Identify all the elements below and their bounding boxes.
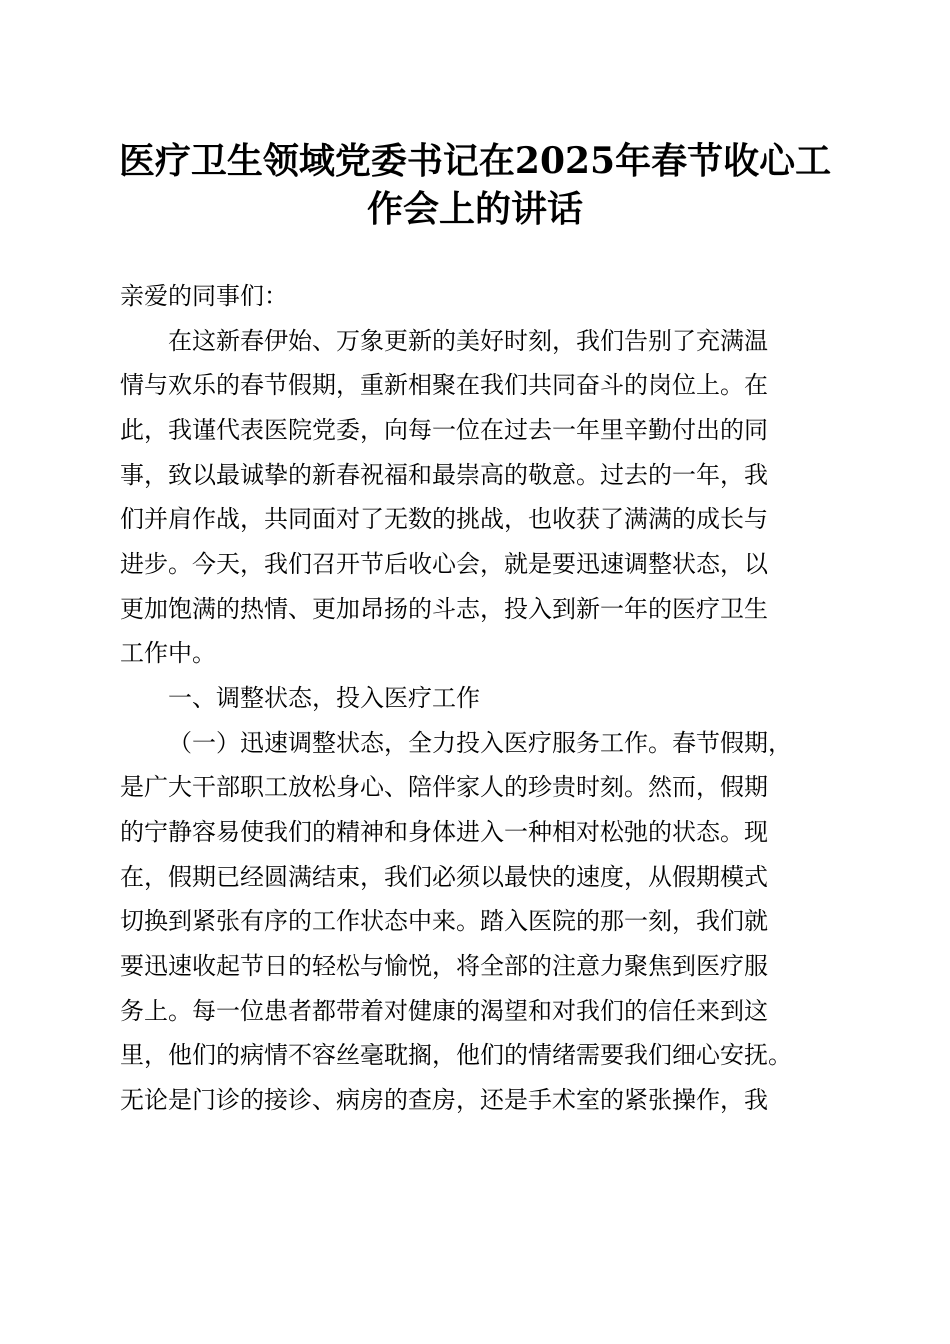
paragraph-2-line: 是广大干部职工放松身心、陪伴家人的珍贵时刻。然而，假期: [120, 773, 768, 801]
salutation: 亲爱的同事们：: [120, 282, 288, 310]
paragraph-2-line: （一）迅速调整状态，全力投入医疗服务工作。春节假期，: [168, 729, 792, 757]
paragraph-1-line: 们并肩作战，共同面对了无数的挑战，也收获了满满的成长与: [120, 505, 768, 533]
paragraph-1-line: 事，致以最诚挚的新春祝福和最崇高的敬意。过去的一年，我: [120, 461, 768, 489]
paragraph-1-line: 情与欢乐的春节假期，重新相聚在我们共同奋斗的岗位上。在: [120, 371, 768, 399]
paragraph-1-line: 更加饱满的热情、更加昂扬的斗志，投入到新一年的医疗卫生: [120, 595, 768, 623]
paragraph-2-line: 里，他们的病情不容丝毫耽搁，他们的情绪需要我们细心安抚。: [120, 1041, 792, 1069]
section-1-heading: 一、调整状态，投入医疗工作: [168, 684, 480, 712]
document-title-line-2: 作会上的讲话: [366, 188, 583, 230]
paragraph-1-line: 在这新春伊始、万象更新的美好时刻，我们告别了充满温: [168, 327, 768, 355]
paragraph-2-line: 要迅速收起节日的轻松与愉悦，将全部的注意力聚焦到医疗服: [120, 952, 768, 980]
paragraph-2-line: 切换到紧张有序的工作状态中来。踏入医院的那一刻，我们就: [120, 907, 768, 935]
paragraph-1-line: 此，我谨代表医院党委，向每一位在过去一年里辛勤付出的同: [120, 416, 768, 444]
paragraph-2-line: 在，假期已经圆满结束，我们必须以最快的速度，从假期模式: [120, 863, 768, 891]
paragraph-1-line: 进步。今天，我们召开节后收心会，就是要迅速调整状态，以: [120, 550, 768, 578]
paragraph-2-line: 的宁静容易使我们的精神和身体进入一种相对松弛的状态。现: [120, 818, 768, 846]
paragraph-2-line: 务上。每一位患者都带着对健康的渴望和对我们的信任来到这: [120, 997, 768, 1025]
document-title-line-1: 医疗卫生领域党委书记在2025年春节收心工: [118, 140, 832, 182]
paragraph-2-line: 无论是门诊的接诊、病房的查房，还是手术室的紧张操作，我: [120, 1086, 768, 1114]
paragraph-1-line: 工作中。: [120, 639, 216, 667]
